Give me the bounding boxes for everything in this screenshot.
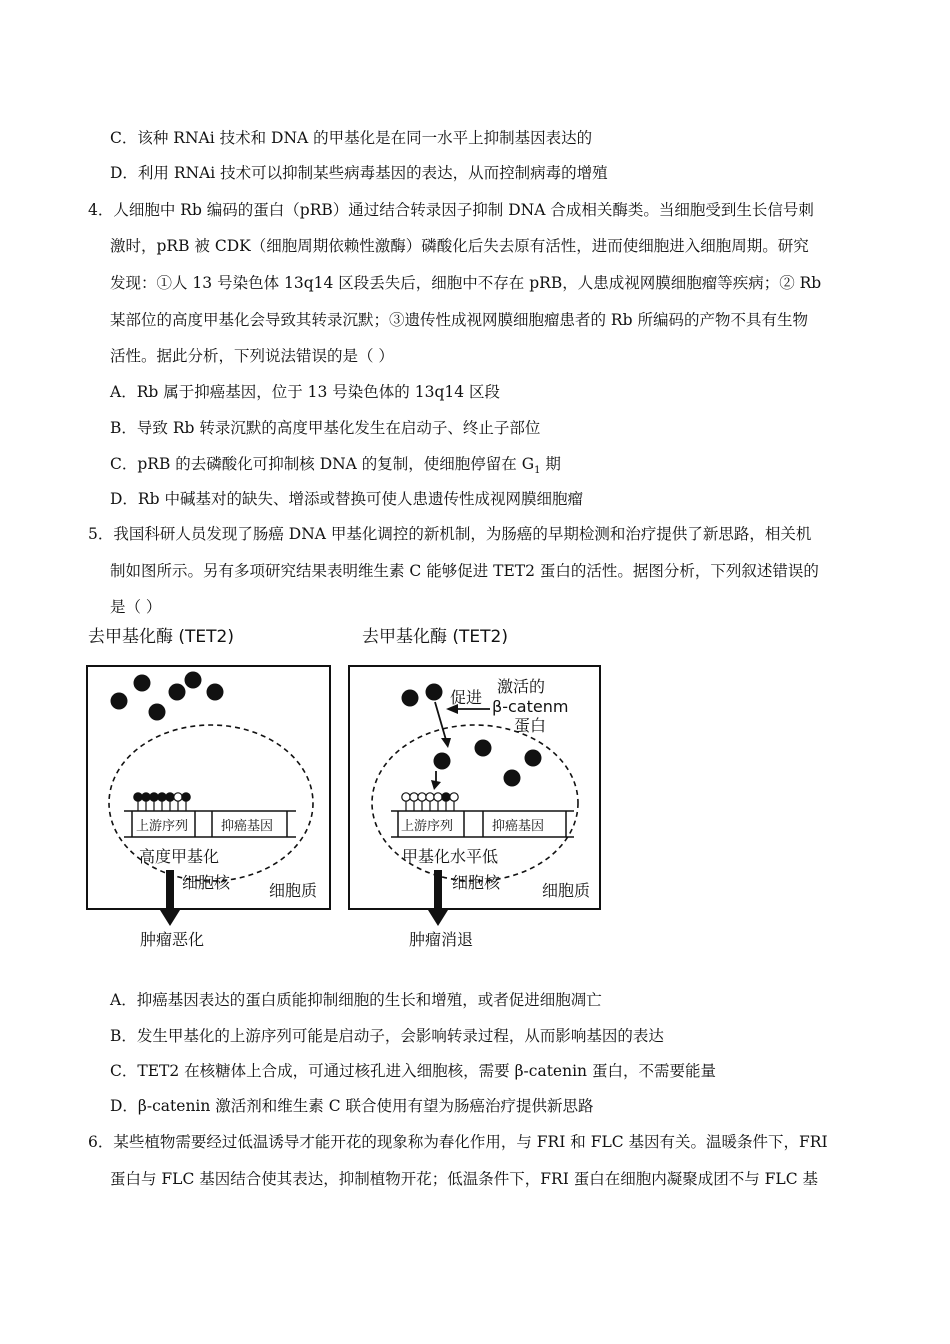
q5-option-b: B．发生甲基化的上游序列可能是启动子，会影响转录过程，从而影响基因的表达	[110, 1027, 664, 1045]
left-gene-label: 抑癌基因	[221, 819, 274, 834]
tet2-dot	[475, 740, 492, 757]
left-cytoplasm-label: 细胞质	[269, 881, 318, 900]
right-methylation-label: 甲基化水平低	[402, 847, 499, 866]
right-activator-line-1: 激活的	[497, 677, 546, 696]
right-panel	[349, 627, 600, 949]
q4-stem-line-3: 发现：①人 13 号染色体 13q14 区段丢失后，细胞中不存在 pRB，人患成视网膜细胞瘤等疾病；② Rb	[110, 274, 822, 292]
q3-option-d: D．利用 RNAi 技术可以抑制某些病毒基因的表达，从而控制病毒的增殖	[110, 164, 608, 182]
left-methyl-groups	[134, 793, 190, 811]
left-outcome-arrow	[160, 870, 180, 926]
right-unmethylated-sites	[402, 793, 458, 811]
left-outcome-label: 肿瘤恶化	[140, 930, 205, 949]
tet2-dot	[207, 684, 224, 701]
q4-stem-line-2: 激时，pRB 被 CDK（细胞周期依赖性激酶）磷酸化后失去原有活性，进而使细胞进入细胞周期。研究	[110, 237, 809, 255]
tet2-dot	[185, 672, 202, 689]
q3-option-c: C．该种 RNAi 技术和 DNA 的甲基化是在同一水平上抑制基因表达的	[110, 129, 593, 147]
q4-stem-line-4: 某部位的高度甲基化会导致其转录沉默；③遗传性成视网膜细胞瘤患者的 Rb 所编码的产物不具有生物	[110, 311, 808, 329]
left-methylation-label: 高度甲基化	[139, 847, 220, 866]
right-cytoplasm-label: 细胞质	[542, 881, 591, 900]
right-nucleus-label: 细胞核	[452, 873, 501, 892]
q6-stem-line-2: 蛋白与 FLC 基因结合使其表达，抑制植物开花；低温条件下，FRI 蛋白在细胞内凝聚成团不与 FLC 基	[110, 1170, 819, 1188]
right-activator-line-2: β-catenm	[492, 697, 569, 716]
left-upstream-label: 上游序列	[136, 819, 189, 834]
left-nucleus-label: 细胞核	[182, 873, 231, 892]
q4-option-d: D．Rb 中碱基对的缺失、增添或替换可使人患遗传性成视网膜细胞瘤	[110, 490, 583, 508]
q5-option-c: C．TET2 在核糖体上合成，可通过核孔进入细胞核，需要 β-catenin 蛋白，不需要能量	[110, 1062, 716, 1080]
tet2-dot	[134, 675, 151, 692]
left-tet2-dots	[111, 672, 224, 721]
q4-option-c-tail: 期	[540, 455, 561, 473]
q6-stem-line-1: 6．某些植物需要经过低温诱导才能开花的现象称为春化作用，与 FRI 和 FLC 基因有关。温暖条件下，FRI	[88, 1133, 828, 1151]
tet2-dot	[402, 690, 419, 707]
right-activator-line-3: 蛋白	[514, 716, 547, 735]
q5-stem-line-3: 是（ ）	[110, 598, 162, 616]
tet2-dot	[149, 704, 166, 721]
tet2-dot	[111, 693, 128, 710]
q4-stem-line-1: 4．人细胞中 Rb 编码的蛋白（pRB）通过结合转录因子抑制 DNA 合成相关酶类。当细胞受到生长信号刺	[88, 201, 814, 219]
methylation-mechanism-figure	[84, 620, 624, 955]
q4-option-c	[110, 454, 561, 481]
right-outcome-label: 肿瘤消退	[409, 930, 474, 949]
right-upstream-label: 上游序列	[401, 819, 454, 834]
left-panel-title: 去甲基化酶 (TET2)	[88, 627, 234, 647]
tet2-dot	[434, 753, 451, 770]
tet2-dot	[504, 770, 521, 787]
tet2-dot	[426, 684, 443, 701]
q5-stem-line-1: 5．我国科研人员发现了肠癌 DNA 甲基化调控的新机制，为肠癌的早期检测和治疗提供了新思路，相关机	[88, 525, 812, 543]
right-gene-label: 抑癌基因	[492, 819, 545, 834]
right-panel-title: 去甲基化酶 (TET2)	[362, 627, 508, 647]
q4-stem-line-5: 活性。据此分析，下列说法错误的是（ ）	[110, 347, 394, 365]
q5-option-a: A．抑癌基因表达的蛋白质能抑制细胞的生长和增殖，或者促进细胞凋亡	[110, 991, 602, 1009]
tet2-dot	[525, 750, 542, 767]
q5-stem-line-2: 制如图所示。另有多项研究结果表明维生素 C 能够促进 TET2 蛋白的活性。据图分析，下列叙述错误的	[110, 562, 819, 580]
q4-option-c-text: C．pRB 的去磷酸化可抑制核 DNA 的复制，使细胞停留在 G	[110, 455, 535, 473]
left-panel	[87, 627, 330, 949]
tet2-dot	[169, 684, 186, 701]
q4-option-c-subscript: 1	[534, 465, 541, 477]
q4-option-a: A．Rb 属于抑癌基因，位于 13 号染色体的 13q14 区段	[110, 383, 501, 401]
right-promote-label: 促进	[450, 688, 483, 707]
q5-option-d: D．β-catenin 激活剂和维生素 C 联合使用有望为肠癌治疗提供新思路	[110, 1097, 594, 1115]
q4-option-b: B．导致 Rb 转录沉默的高度甲基化发生在启动子、终止子部位	[110, 419, 541, 437]
